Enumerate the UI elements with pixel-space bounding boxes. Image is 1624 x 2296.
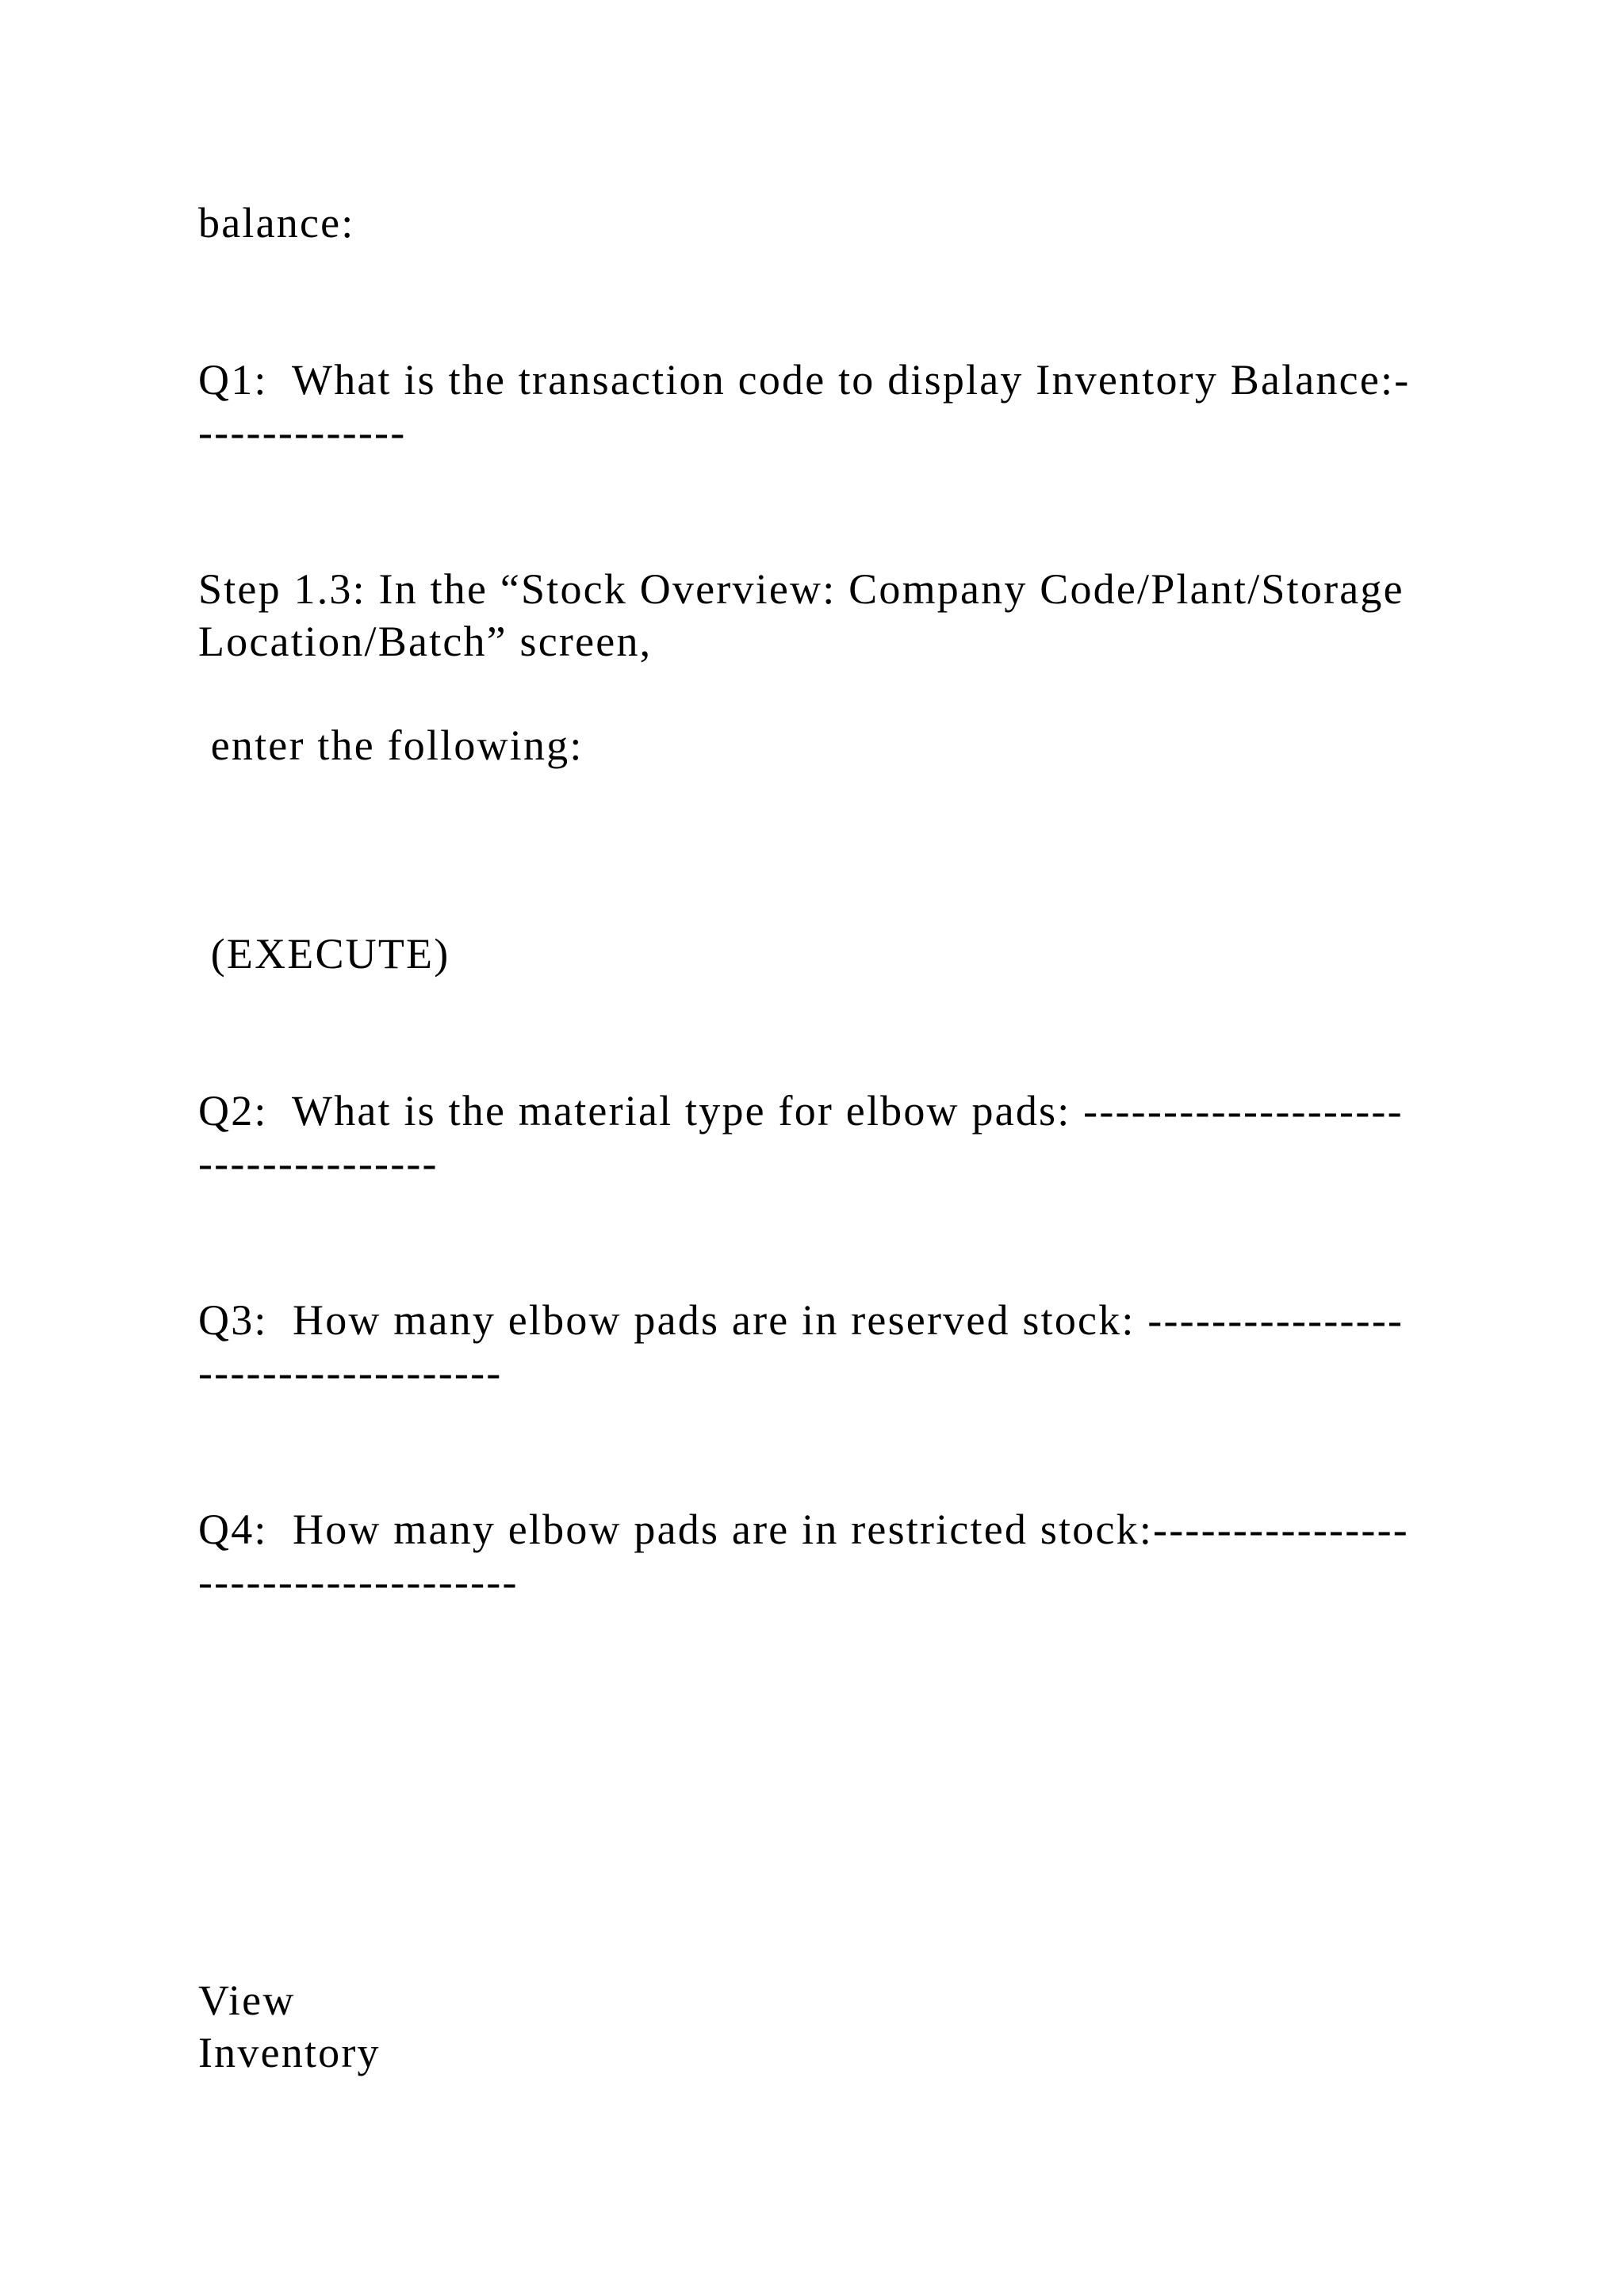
question-2-text: Q2: What is the material type for elbow pads: -------------------- <box>198 1087 1404 1135</box>
instruction-text: enter the following: <box>198 721 584 769</box>
step-1-3-text-continued: Location/Batch” screen, <box>198 618 653 665</box>
question-1-answer-line: ------------- <box>198 408 407 456</box>
balance-label: balance: <box>198 199 355 247</box>
view-label: View <box>198 1976 296 2024</box>
inventory-label: Inventory <box>198 2029 381 2076</box>
question-3-answer-line: ------------------- <box>198 1349 503 1396</box>
question-1-text: Q1: What is the transaction code to display Inventory Balance:- <box>198 356 1411 404</box>
execute-label: (EXECUTE) <box>198 930 450 978</box>
step-1-3-text: Step 1.3: In the “Stock Overview: Company Code/Plant/Storage <box>198 565 1404 613</box>
question-3-text: Q3: How many elbow pads are in reserved stock: ---------------- <box>198 1296 1404 1344</box>
question-4-answer-line: -------------------- <box>198 1558 519 1605</box>
question-2-answer-line: --------------- <box>198 1139 439 1187</box>
question-4-text: Q4: How many elbow pads are in restricted stock:---------------- <box>198 1506 1409 1553</box>
